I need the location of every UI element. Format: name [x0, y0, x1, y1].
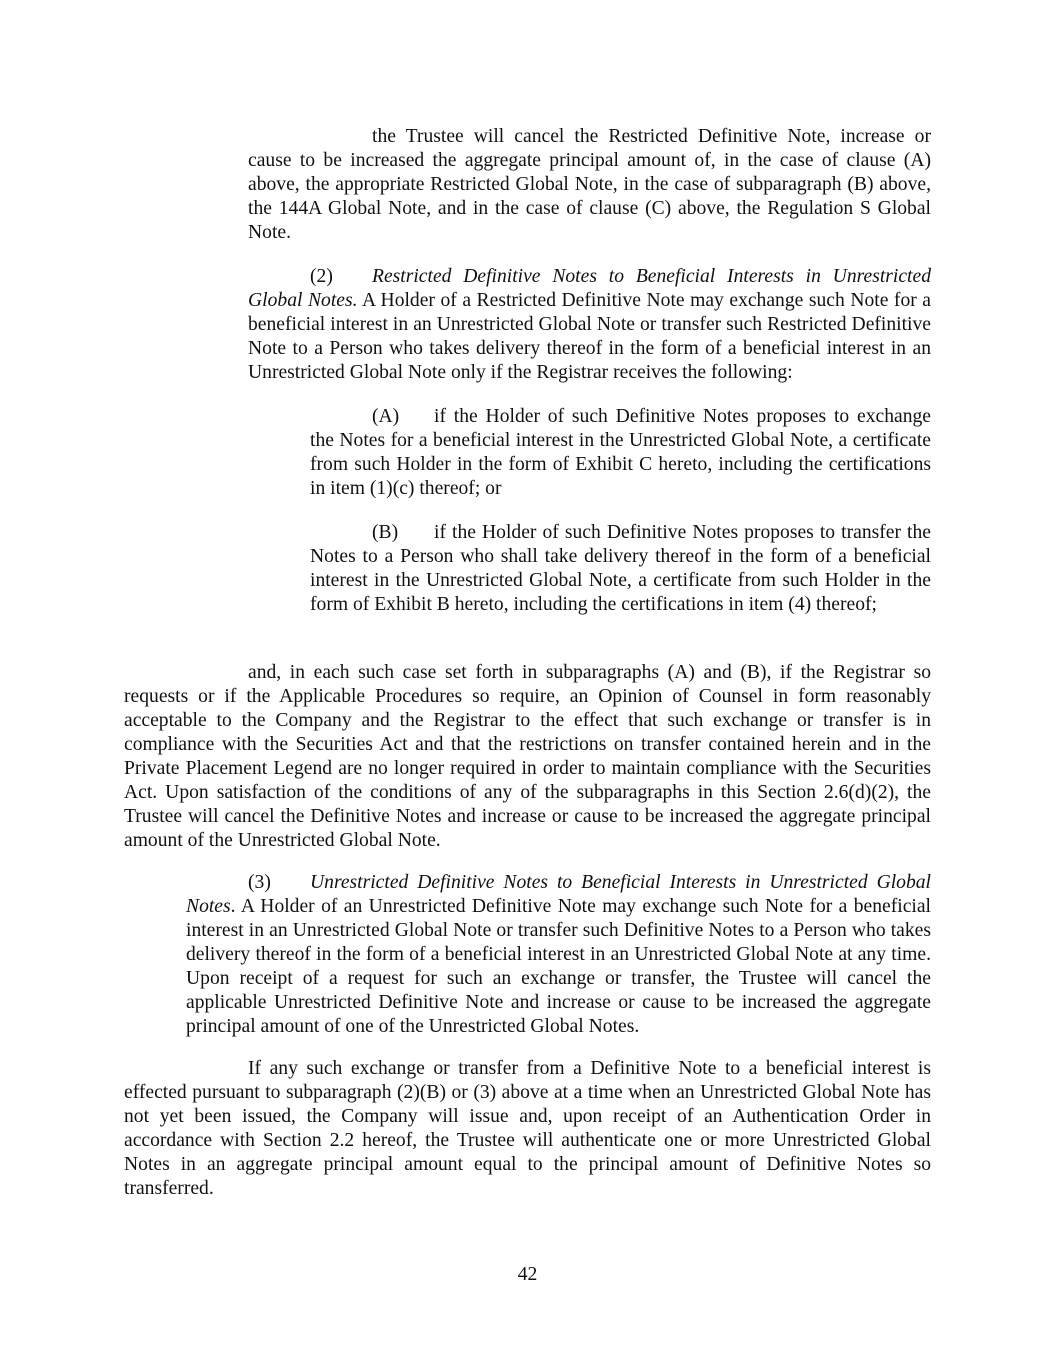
section-3-heading: Unrestricted Definitive Notes to Beneficial Interests in Unrestricted Global Notes [186, 872, 931, 917]
paragraph-continuation [248, 125, 931, 245]
clause-b-body: if the Holder of such Definitive Notes proposes to transfer the Notes to a Person who shall take delivery thereof in the form of a beneficial interest in the Unrestricted Global Note, a certificate from such Holder in the form of Exhibit B hereto, including the certifications in item (4) thereof; [310, 522, 931, 615]
paragraph-if-any-exchange-text: If any such exchange or transfer from a Definitive Note to a beneficial interest is effected pursuant to subparagraph (2)(B) or (3) above at a time when an Unrestricted Global Note has not yet been issued, the Company will issue and, upon receipt of an Authentication Order in accordance with Section 2.2 hereof, the Trustee will authenticate one or more Unrestricted Global Notes in an aggregate principal amount equal to the principal amount of Definitive Notes so transferred. [124, 1058, 931, 1199]
clause-b-paragraph [310, 521, 931, 617]
page-number: 42 [517, 1264, 538, 1285]
clause-b-number: (B) [372, 522, 399, 543]
paragraph-and-each-case-text: and, in each such case set forth in subparagraphs (A) and (B), if the Registrar so requests or if the Applicable Procedures so require, an Opinion of Counsel in form reasonably acceptable to the Company and the Registrar to the effect that such exchange or transfer is in compliance with the Securities Act and that the restrictions on transfer contained herein and in the Private Placement Legend are no longer required in order to maintain compliance with the Securities Act. Upon satisfaction of the conditions of any of the subparagraphs in this Section 2.6(d)(2), the Trustee will cancel the Definitive Notes and increase or cause to be increased the aggregate principal amount of the Unrestricted Global Note. [124, 662, 931, 851]
clause-a-number: (A) [372, 406, 400, 427]
section-2-paragraph [248, 265, 931, 385]
section-3-body: . A Holder of an Unrestricted Definitive Note may exchange such Note for a beneficial interest in an Unrestricted Global Note or transfer such Definitive Notes to a Person who takes delivery thereof in the form of a beneficial interest in an Unrestricted Global Note at any time. Upon receipt of a request for such an exchange or transfer, the Trustee will cancel the applicable Unrestricted Definitive Note and increase or cause to be increased the aggregate principal amount of one of the Unrestricted Global Notes. [186, 896, 931, 1037]
section-2-body: A Holder of a Restricted Definitive Note may exchange such Note for a beneficial interest in an Unrestricted Global Note or transfer such Restricted Definitive Note to a Person who takes delivery thereof in the form of a beneficial interest in an Unrestricted Global Note only if the Registrar receives the following: [248, 290, 932, 383]
section-3-number: (3) [248, 872, 271, 893]
section-2-heading: Restricted Definitive Notes to Beneficial Interests in Unrestricted Global Notes. [248, 266, 931, 311]
clause-a-paragraph [310, 405, 931, 501]
paragraph-if-any-exchange [124, 1057, 931, 1201]
paragraph-and-each-case [124, 661, 931, 853]
clause-a-body: if the Holder of such Definitive Notes proposes to exchange the Notes for a beneficial interest in the Unrestricted Global Note, a certificate from such Holder in the form of Exhibit C hereto, including the certifications in item (1)(c) thereof; or [310, 406, 931, 499]
section-2-number: (2) [310, 266, 333, 287]
paragraph-continuation-text: the Trustee will cancel the Restricted Definitive Note, increase or cause to be increased the aggregate principal amount of, in the case of clause (A) above, the appropriate Restricted Global Note, in the case of subparagraph (B) above, the 144A Global Note, and in the case of clause (C) above, the Regulation S Global Note. [248, 126, 931, 243]
section-3-paragraph [186, 871, 931, 1039]
